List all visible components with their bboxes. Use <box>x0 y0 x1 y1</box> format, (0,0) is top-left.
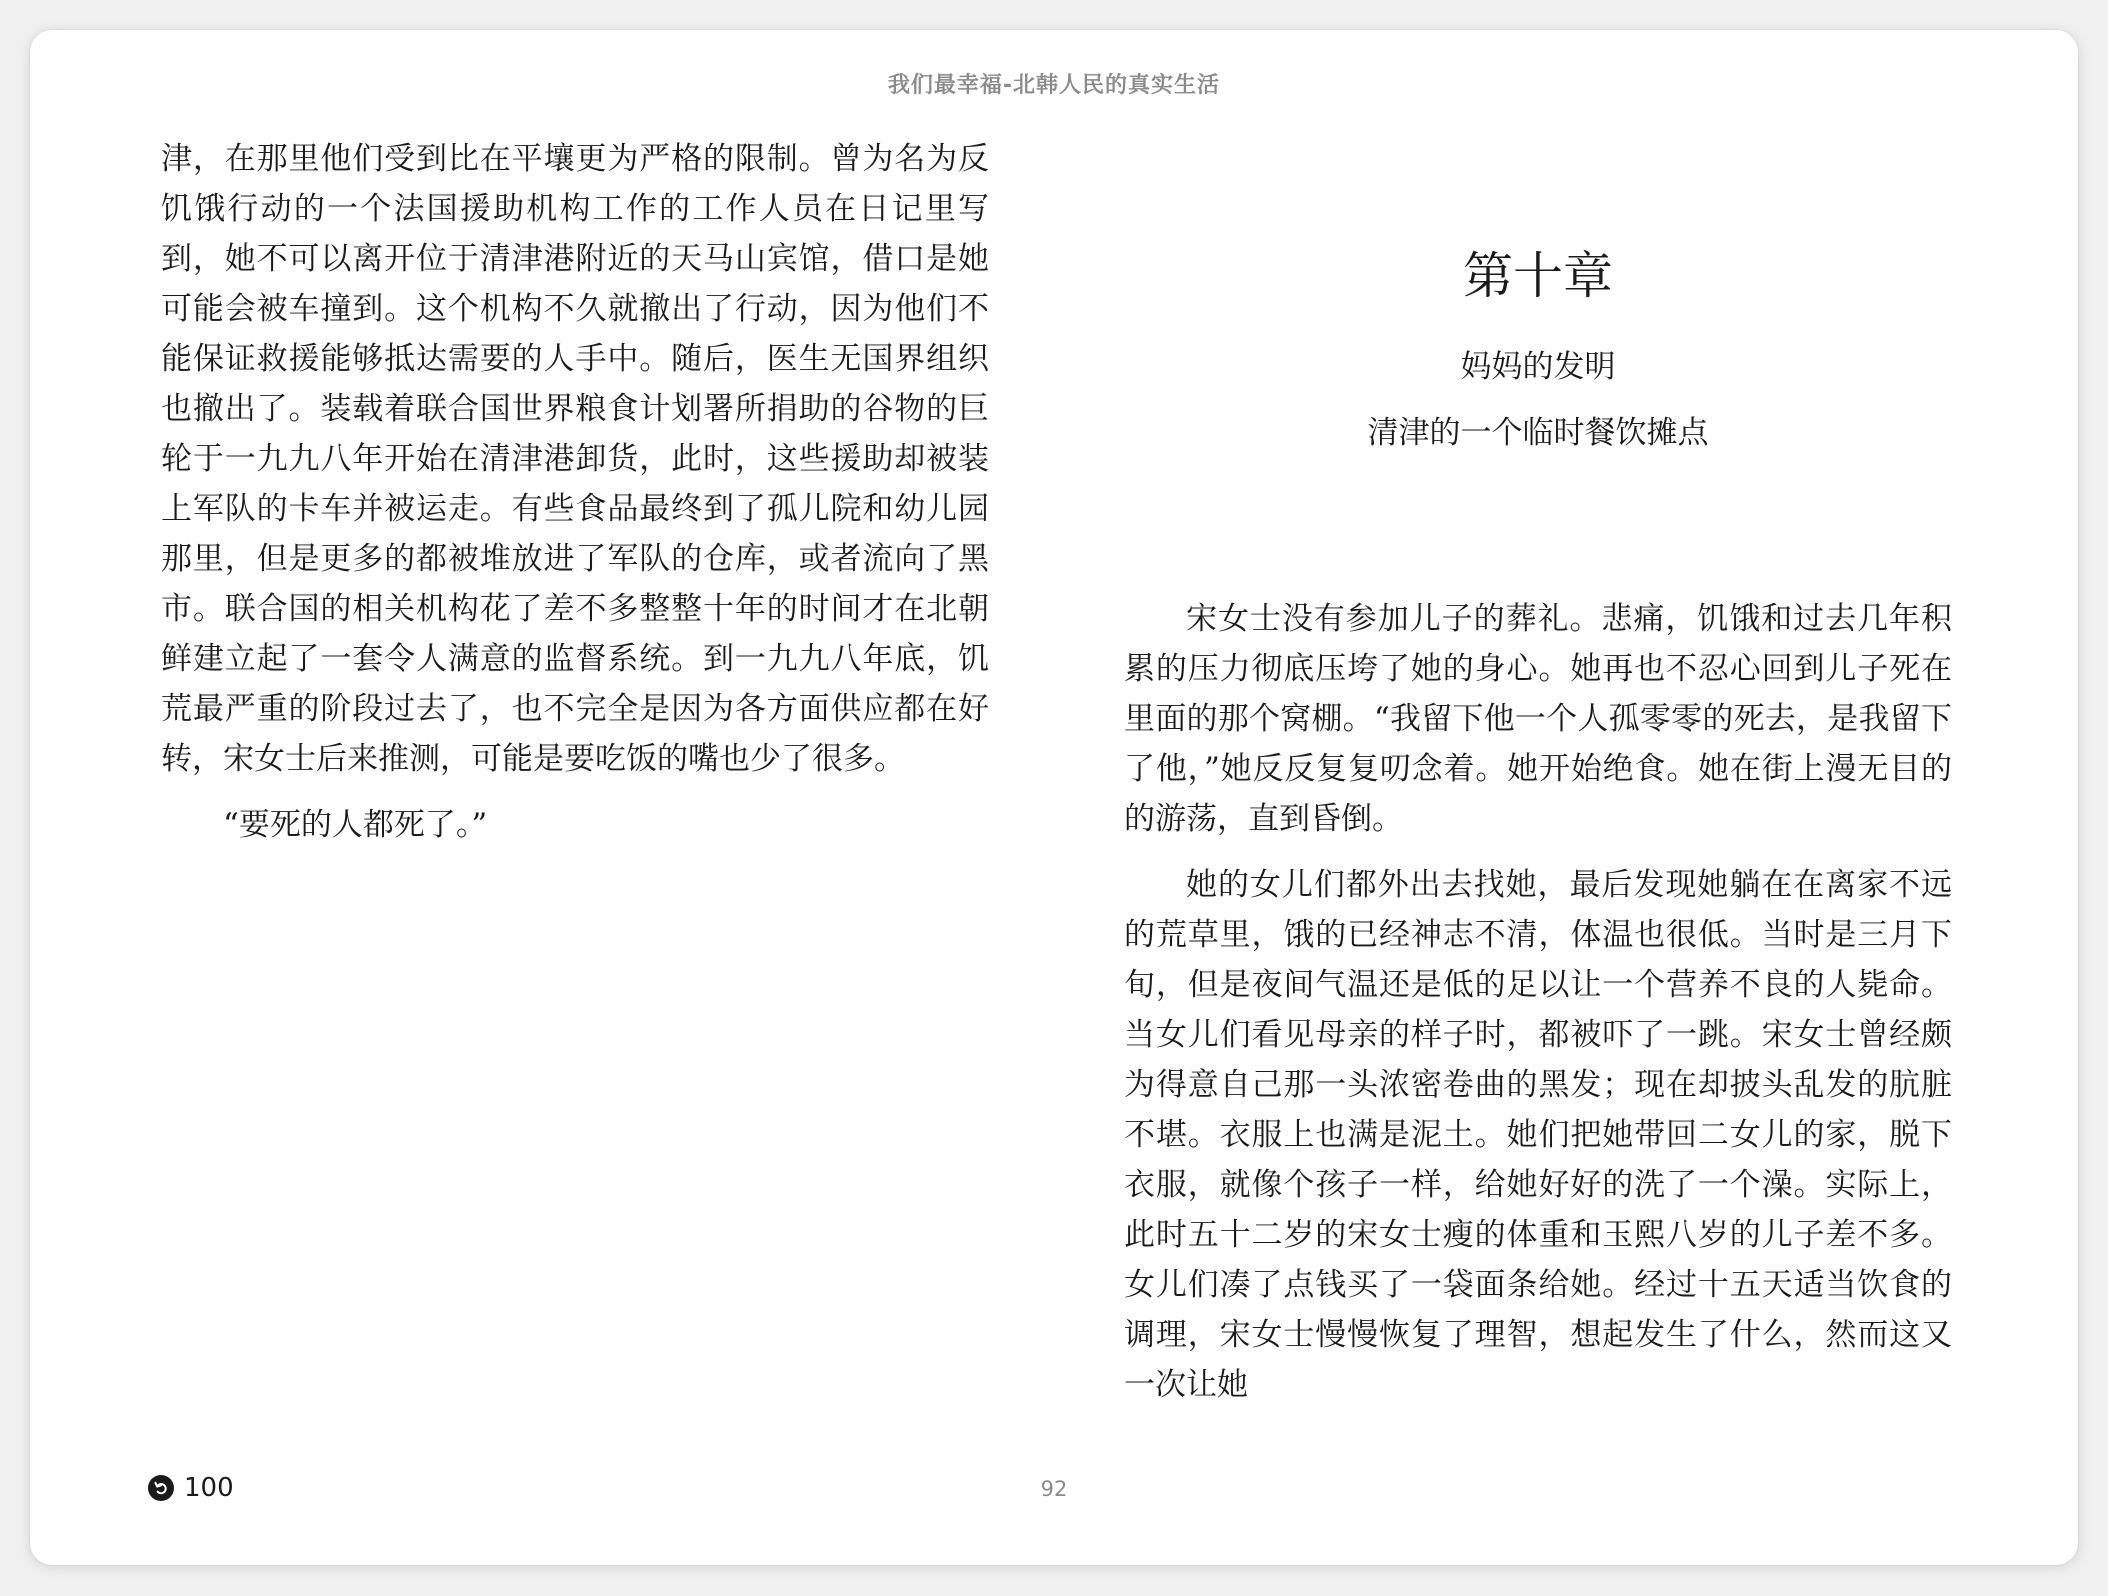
chapter-subtitle: 妈妈的发明 <box>1460 349 1616 385</box>
paragraph: 宋女士没有参加儿子的葬礼。悲痛，饥饿和过去几年积累的压力彻底压垮了她的身心。她再也不忍心回到儿子死在里面的那个窝棚。“我留下他一个人孤零零的死去，是我留下了他，”她反反复复叨念着。她开始绝食。她在街上漫无目的的游荡，直到昏倒。 <box>1124 601 1952 837</box>
book-title: 我们最幸福-北韩人民的真实生活 <box>887 73 1221 98</box>
right-page <box>1124 240 1952 1410</box>
chapter-title: 第十章 <box>1463 247 1613 305</box>
quote-paragraph: “要死的人都死了。” <box>223 807 488 843</box>
reader-window <box>30 30 2078 1565</box>
current-page-number: 92 <box>1040 1477 1068 1501</box>
paragraph: 津，在那里他们受到比在平壤更为严格的限制。曾为名为反饥饿行动的一个法国援助机构工作的工作人员在日记里写到，她不可以离开位于清津港附近的天马山宾馆，借口是她可能会被车撞到。这个机构不久就撤出了行动，因为他们不能保证救援能够抵达需要的人手中。随后，医生无国界组织也撤出了。装载着联合国世界粮食计划署所捐助的谷物的巨轮于一九九八年开始在清津港卸货，此时，这些援助却被装上军队的卡车并被运走。有些食品最终到了孤儿院和幼儿园那里，但是更多的都被堆放进了军队的仓库，或者流向了黑市。联合国的相关机构花了差不多整整十年的时间才在北朝鲜建立起了一套令人满意的监督系统。到一九九八年底，饥荒最严重的阶段过去了，也不完全是因为各方面供应都在好转，宋女士后来推测，可能是要吃饭的嘴也少了很多。 <box>161 141 989 777</box>
left-page <box>161 134 989 850</box>
paragraph: 她的女儿们都外出去找她，最后发现她躺在在离家不远的荒草里，饿的已经神志不清，体温也很低。当时是三月下旬，但是夜间气温还是低的足以让一个营养不良的人毙命。当女儿们看见母亲的样子时，都被吓了一跳。宋女士曾经颇为得意自己那一头浓密卷曲的黑发；现在却披头乱发的肮脏不堪。衣服上也满是泥土。她们把她带回二女儿的家，脱下衣服，就像个孩子一样，给她好好的洗了一个澡。实际上，此时五十二岁的宋女士瘦的体重和玉熙八岁的儿子差不多。女儿们凑了点钱买了一袋面条给她。经过十五天适当饮食的调理，宋女士慢慢恢复了理智，想起发生了什么，然而这又一次让她 <box>1124 867 1952 1403</box>
chapter-subtitle-secondary: 清津的一个临时餐饮摊点 <box>1367 415 1709 451</box>
back-page-number: 100 <box>184 1473 234 1503</box>
